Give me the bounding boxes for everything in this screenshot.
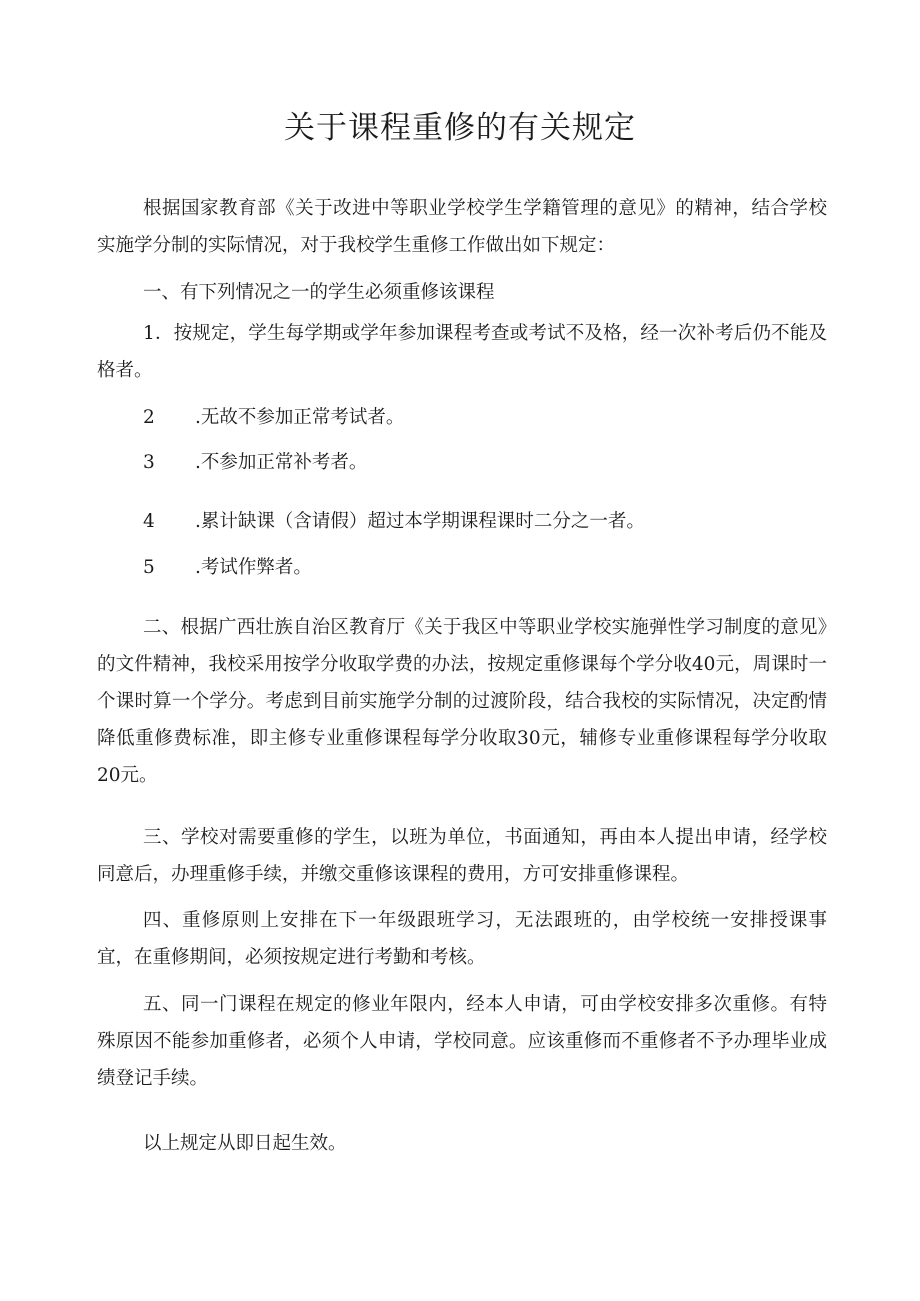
list-item-number: 5 [143, 557, 155, 578]
closing-statement: 以上规定从即日起生效。 [143, 1133, 347, 1154]
list-item-number: 2 [143, 407, 155, 428]
intro-paragraph: 根据国家教育部《关于改进中等职业学校学生学籍管理的意见》的精神，结合学校实施学分制的实际情况，对于我校学生重修工作做出如下规定： [97, 198, 827, 256]
list-item [143, 399, 827, 436]
list-item-text: .考试作弊者。 [195, 557, 312, 578]
section-4-paragraph: 四、重修原则上安排在下一年级跟班学习，无法跟班的，由学校统一安排授课事宜，在重修期间，必须按规定进行考勤和考核。 [97, 910, 827, 968]
list-item-1: 1．按规定，学生每学期或学年参加课程考查或考试不及格，经一次补考后仍不能及格者。 [97, 323, 827, 381]
list-item-text: .无故不参加正常考试者。 [195, 407, 405, 428]
list-item [143, 549, 827, 586]
section-1-heading: 一、有下列情况之一的学生必须重修该课程 [143, 282, 495, 303]
list-item [143, 444, 827, 481]
list-item-number: 4 [143, 511, 155, 532]
list-item [143, 503, 827, 540]
list-item-number: 3 [143, 452, 155, 473]
document-title: 关于课程重修的有关规定 [284, 110, 636, 146]
section-3-paragraph: 三、学校对需要重修的学生，以班为单位，书面通知，再由本人提出申请，经学校同意后，办理重修手续，并缴交重修该课程的费用，方可安排重修课程。 [97, 827, 827, 885]
section-5-paragraph: 五、同一门课程在规定的修业年限内，经本人申请，可由学校安排多次重修。有特殊原因不能参加重修者，必须个人申请，学校同意。应该重修而不重修者不予办理毕业成绩登记手续。 [97, 994, 827, 1089]
list-item-text: .不参加正常补考者。 [195, 452, 368, 473]
list-item-text: .累计缺课（含请假）超过本学期课程课时二分之一者。 [195, 511, 645, 532]
section-2-paragraph: 二、根据广西壮族自治区教育厅《关于我区中等职业学校实施弹性学习制度的意见》的文件精神，我校采用按学分收取学费的办法，按规定重修课每个学分收40元，周课时一个课时算一个学分。考虑到目前实施学分制的过渡阶段，结合我校的实际情况，决定酌情降低重修费标准，即主修专业重修课程每学分收取30元，辅修专业重修课程每学分收取20元。 [97, 617, 827, 786]
